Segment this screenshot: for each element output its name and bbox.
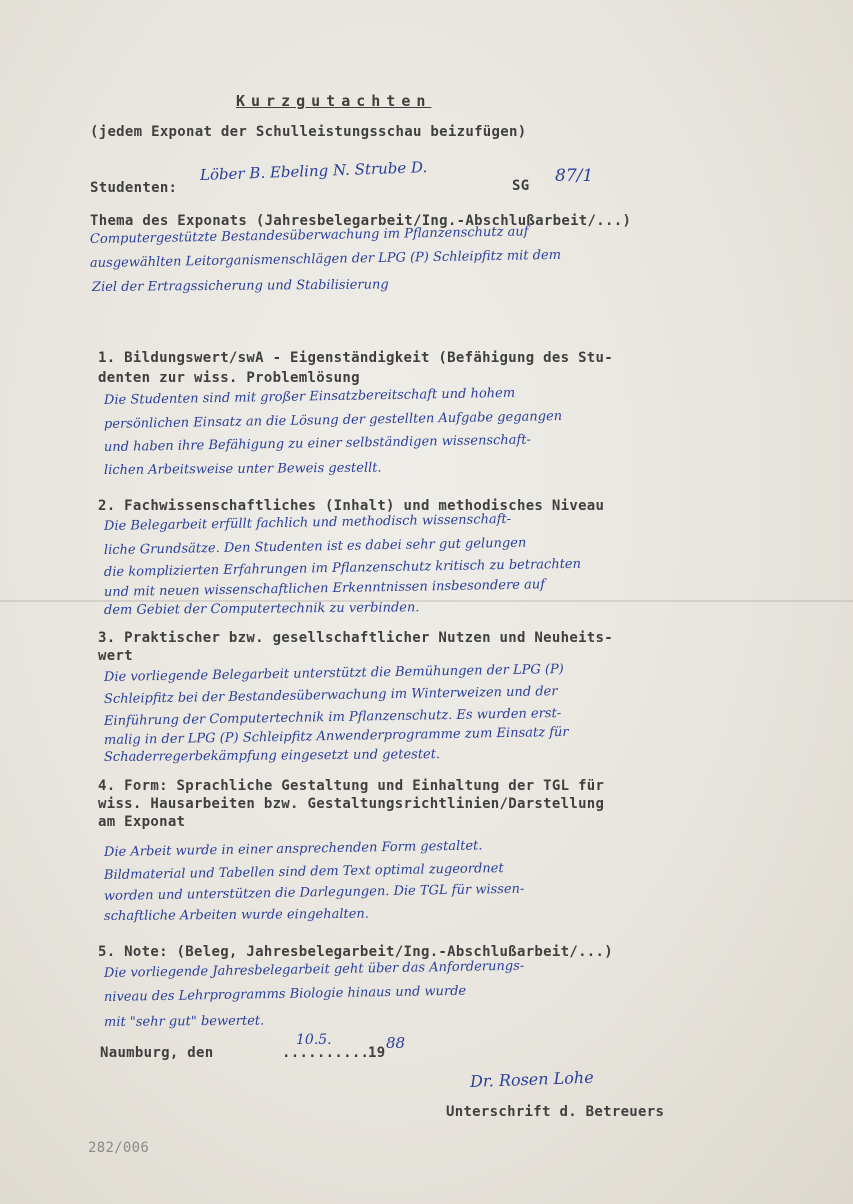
section-4-text: schaftliche Arbeiten wurde eingehalten. (103, 906, 369, 924)
section-1-text: und haben ihre Befähigung zu einer selbständigen wissenschaft- (103, 432, 532, 455)
student-names: Löber B. Ebeling N. Strube D. (199, 158, 428, 184)
section-2-text: und mit neuen wissenschaftlichen Erkenntnissen insbesondere auf (103, 577, 546, 600)
year-typed: 19 (368, 1045, 386, 1061)
year-hand: 88 (386, 1034, 406, 1052)
section-5-text: mit "sehr gut" bewertet. (103, 1013, 265, 1030)
section-4-heading: 4. Form: Sprachliche Gestaltung und Einhaltung der TGL für (98, 778, 605, 794)
section-4-text: worden und unterstützen die Darlegungen. Die TGL für wissen- (103, 881, 525, 904)
section-2-text: liche Grundsätze. Den Studenten ist es dabei sehr gut gelungen (103, 535, 527, 558)
section-5-heading: 5. Note: (Beleg, Jahresbelegarbeit/Ing.-Abschlußarbeit/...) (98, 944, 613, 960)
page-subtitle: (jedem Exponat der Schulleistungsschau beizufügen) (90, 124, 527, 140)
date-dots: .......... (282, 1045, 370, 1061)
section-1-heading: 1. Bildungswert/swA - Eigenständigkeit (Befähigung des Stu- (98, 350, 613, 366)
group-value: 87/1 (555, 166, 594, 186)
date-hand: 10.5. (296, 1032, 332, 1048)
form-number: 282/006 (88, 1140, 150, 1156)
section-3-text: Einführung der Computertechnik im Pflanzenschutz. Es wurden erst- (103, 706, 562, 729)
section-1-text: Die Studenten sind mit großer Einsatzbereitschaft und hohem (103, 385, 516, 408)
section-1-text: persönlichen Einsatz an die Lösung der gestellten Aufgabe gegangen (103, 409, 563, 432)
section-3-heading: wert (98, 648, 133, 664)
group-label: SG (512, 178, 530, 194)
section-5-text: niveau des Lehrprogramms Biologie hinaus und wurde (103, 983, 467, 1005)
section-4-text: Die Arbeit wurde in einer ansprechenden Form gestaltet. (103, 838, 483, 860)
section-3-text: Die vorliegende Belegarbeit unterstützt die Bemühungen der LPG (P) (103, 661, 564, 685)
section-2-text: Die Belegarbeit erfüllt fachlich und methodisch wissenschaft- (103, 511, 512, 534)
paper-fold (0, 600, 853, 602)
topic-line: ausgewählten Leitorganismenschlägen der LPG (P) Schleipfitz mit dem (89, 247, 562, 271)
section-1-text: lichen Arbeitsweise unter Beweis gestellt. (103, 460, 382, 478)
student-label: Studenten: (90, 180, 178, 196)
page-title: Kurzgutachten (236, 92, 432, 110)
section-4-heading: wiss. Hausarbeiten bzw. Gestaltungsrichtlinien/Darstellung (98, 796, 605, 812)
section-3-text: Schaderregerbekämpfung eingesetzt und getestet. (103, 747, 441, 765)
signature: Dr. Rosen Lohe (469, 1067, 594, 1091)
section-4-heading: am Exponat (98, 814, 186, 830)
topic-label: Thema des Exponats (Jahresbelegarbeit/Ing.-Abschlußarbeit/...) (90, 213, 632, 229)
section-3-heading: 3. Praktischer bzw. gesellschaftlicher Nutzen und Neuheits- (98, 630, 613, 646)
section-3-text: malig in der LPG (P) Schleipfitz Anwenderprogramme zum Einsatz für (103, 724, 569, 748)
section-5-text: Die vorliegende Jahresbelegarbeit geht über das Anforderungs- (103, 958, 525, 981)
signature-label: Unterschrift d. Betreuers (446, 1104, 665, 1120)
section-2-text: die komplizierten Erfahrungen im Pflanzenschutz kritisch zu betrachten (103, 556, 582, 580)
section-1-heading: denten zur wiss. Problemlösung (98, 370, 360, 386)
place-label: Naumburg, den (100, 1045, 214, 1061)
section-3-text: Schleipfitz bei der Bestandesüberwachung im Winterweizen und der (103, 684, 558, 707)
topic-line: Computergestützte Bestandesüberwachung im Pflanzenschutz auf (89, 224, 529, 247)
section-2-text: dem Gebiet der Computertechnik zu verbinden. (103, 600, 420, 618)
section-4-text: Bildmaterial und Tabellen sind dem Text optimal zugeordnet (103, 861, 504, 883)
section-2-heading: 2. Fachwissenschaftliches (Inhalt) und methodisches Niveau (98, 498, 605, 514)
topic-line: Ziel der Ertragssicherung und Stabilisierung (91, 277, 389, 295)
